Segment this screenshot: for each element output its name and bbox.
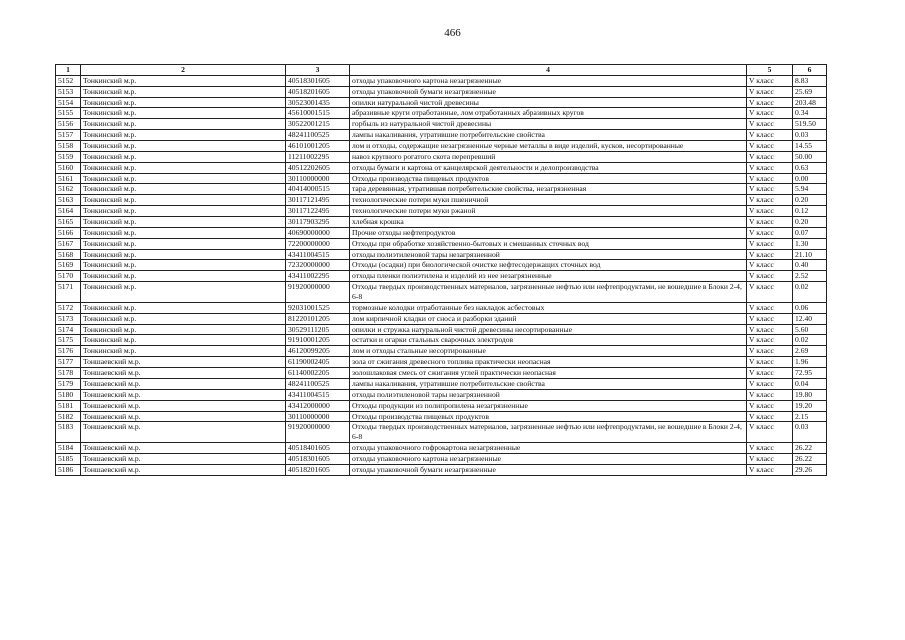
amount: 19.80 [793,389,827,400]
row-number: 5164 [56,206,81,217]
waste-code: 30110000000 [286,173,350,184]
row-number: 5165 [56,217,81,228]
waste-code: 40690000000 [286,227,350,238]
amount: 0.63 [793,162,827,173]
amount: 5.60 [793,324,827,335]
waste-name: навоз крупного рогатого скота перепревший [350,151,747,162]
district: Тонкинский м.р. [81,302,286,313]
district: Тонкинский м.р. [81,97,286,108]
waste-registry-table [55,64,827,476]
waste-code: 61190002405 [286,357,350,368]
district: Тонкинский м.р. [81,335,286,346]
waste-name: тара деревянная, утратившая потребительские свойства, незагрязненная [350,184,747,195]
column-header: 5 [747,65,793,76]
amount: 2.52 [793,271,827,282]
waste-name: технологические потери муки ржаной [350,206,747,217]
amount: 5.94 [793,184,827,195]
waste-code: 30522001215 [286,119,350,130]
waste-name: отходы полиэтиленовой тары незагрязненной [350,249,747,260]
hazard-class: V класс [747,443,793,454]
hazard-class: V класс [747,313,793,324]
row-number: 5182 [56,411,81,422]
hazard-class: V класс [747,86,793,97]
table-row [56,260,827,271]
amount: 0.02 [793,282,827,303]
column-header: 4 [350,65,747,76]
row-number: 5166 [56,227,81,238]
district: Тонкинский м.р. [81,75,286,86]
table-row [56,368,827,379]
waste-name: абразивные круги отработанные, лом отработанных абразивных кругов [350,108,747,119]
district: Тоншаевский м.р. [81,400,286,411]
hazard-class: V класс [747,453,793,464]
waste-code: 81220101205 [286,313,350,324]
waste-code: 91920000000 [286,422,350,443]
header-row [56,65,827,76]
waste-name: хлебная крошка [350,217,747,228]
district: Тоншаевский м.р. [81,378,286,389]
waste-code: 43411004515 [286,389,350,400]
hazard-class: V класс [747,130,793,141]
waste-name: Отходы при обработке хозяйственно-бытовых и смешанных сточных вод [350,238,747,249]
waste-code: 43411002295 [286,271,350,282]
row-number: 5179 [56,378,81,389]
district: Тонкинский м.р. [81,217,286,228]
hazard-class: V класс [747,141,793,152]
amount: 203.48 [793,97,827,108]
amount: 0.00 [793,173,827,184]
table-row [56,151,827,162]
row-number: 5175 [56,335,81,346]
hazard-class: V класс [747,151,793,162]
waste-name: Отходы (осадки) при биологической очистке нефтесодержащих сточных вод [350,260,747,271]
waste-code: 43412000000 [286,400,350,411]
district: Тонкинский м.р. [81,162,286,173]
waste-code: 40512202605 [286,162,350,173]
amount: 12.40 [793,313,827,324]
table-row [56,195,827,206]
waste-code: 72320000000 [286,260,350,271]
district: Тонкинский м.р. [81,271,286,282]
column-header: 3 [286,65,350,76]
row-number: 5156 [56,119,81,130]
amount: 50.00 [793,151,827,162]
amount: 0.06 [793,302,827,313]
amount: 8.83 [793,75,827,86]
waste-code: 46101001205 [286,141,350,152]
amount: 0.20 [793,195,827,206]
amount: 2.15 [793,411,827,422]
hazard-class: V класс [747,335,793,346]
hazard-class: V класс [747,97,793,108]
amount: 14.55 [793,141,827,152]
amount: 0.20 [793,217,827,228]
table-row [56,400,827,411]
amount: 519.50 [793,119,827,130]
column-header: 6 [793,65,827,76]
waste-name: Отходы твердых производственных материалов, загрязненные нефтью или нефтепродуктами, не вошедшие в Блоки 2-4, 6-8 [350,422,747,443]
table-row [56,346,827,357]
hazard-class: V класс [747,389,793,400]
district: Тонкинский м.р. [81,249,286,260]
hazard-class: V класс [747,346,793,357]
waste-code: 48241100525 [286,130,350,141]
row-number: 5185 [56,453,81,464]
waste-name: Прочие отходы нефтепродуктов [350,227,747,238]
column-header: 1 [56,65,81,76]
hazard-class: V класс [747,368,793,379]
table-row [56,108,827,119]
district: Тонкинский м.р. [81,130,286,141]
hazard-class: V класс [747,357,793,368]
hazard-class: V класс [747,119,793,130]
district: Тоншаевский м.р. [81,422,286,443]
hazard-class: V класс [747,227,793,238]
district: Тоншаевский м.р. [81,443,286,454]
row-number: 5183 [56,422,81,443]
district: Тонкинский м.р. [81,86,286,97]
amount: 0.12 [793,206,827,217]
table-row [56,357,827,368]
waste-code: 30117903295 [286,217,350,228]
hazard-class: V класс [747,324,793,335]
waste-name: лампы накаливания, утратившие потребительские свойства [350,130,747,141]
row-number: 5152 [56,75,81,86]
district: Тонкинский м.р. [81,206,286,217]
district: Тонкинский м.р. [81,108,286,119]
amount: 0.04 [793,378,827,389]
table-row [56,97,827,108]
waste-name: отходы полиэтиленовой тары незагрязненной [350,389,747,400]
waste-code: 40414000515 [286,184,350,195]
waste-code: 30117121495 [286,195,350,206]
hazard-class: V класс [747,162,793,173]
row-number: 5184 [56,443,81,454]
table-row [56,162,827,173]
amount: 0.07 [793,227,827,238]
row-number: 5163 [56,195,81,206]
waste-code: 40518201605 [286,86,350,97]
hazard-class: V класс [747,217,793,228]
row-number: 5162 [56,184,81,195]
hazard-class: V класс [747,238,793,249]
hazard-class: V класс [747,108,793,119]
hazard-class: V класс [747,75,793,86]
waste-code: 48241100525 [286,378,350,389]
district: Тоншаевский м.р. [81,411,286,422]
row-number: 5169 [56,260,81,271]
table-row [56,271,827,282]
waste-name: зола от сжигания древесного топлива практически неопасная [350,357,747,368]
table-row [56,389,827,400]
row-number: 5176 [56,346,81,357]
row-number: 5186 [56,464,81,475]
waste-name: остатки и огарки стальных сварочных электродов [350,335,747,346]
hazard-class: V класс [747,378,793,389]
hazard-class: V класс [747,206,793,217]
row-number: 5159 [56,151,81,162]
district: Тоншаевский м.р. [81,453,286,464]
page-number: 466 [444,27,461,39]
waste-code: 40518301605 [286,75,350,86]
waste-code: 91910001205 [286,335,350,346]
table-row [56,249,827,260]
table-row [56,378,827,389]
amount: 0.03 [793,130,827,141]
table-row [56,282,827,303]
district: Тонкинский м.р. [81,173,286,184]
district: Тонкинский м.р. [81,184,286,195]
table-row [56,313,827,324]
amount: 0.03 [793,422,827,443]
row-number: 5172 [56,302,81,313]
district: Тонкинский м.р. [81,238,286,249]
waste-code: 30529111205 [286,324,350,335]
table-row [56,75,827,86]
row-number: 5153 [56,86,81,97]
waste-name: лампы накаливания, утратившие потребительские свойства [350,378,747,389]
row-number: 5168 [56,249,81,260]
hazard-class: V класс [747,260,793,271]
row-number: 5167 [56,238,81,249]
waste-name: Отходы твердых производственных материалов, загрязненные нефтью или нефтепродуктами, не вошедшие в Блоки 2-4, 6-8 [350,282,747,303]
table-row [56,184,827,195]
amount: 2.69 [793,346,827,357]
waste-code: 46120099205 [286,346,350,357]
waste-name: отходы упаковочного картона незагрязненные [350,75,747,86]
table-row [56,302,827,313]
district: Тонкинский м.р. [81,346,286,357]
hazard-class: V класс [747,464,793,475]
waste-code: 30523001435 [286,97,350,108]
district: Тоншаевский м.р. [81,464,286,475]
district: Тонкинский м.р. [81,227,286,238]
table-row [56,217,827,228]
waste-code: 72200000000 [286,238,350,249]
amount: 19.20 [793,400,827,411]
district: Тонкинский м.р. [81,282,286,303]
row-number: 5157 [56,130,81,141]
waste-name: лом кирпичной кладки от сноса и разборки зданий [350,313,747,324]
table-row [56,411,827,422]
row-number: 5178 [56,368,81,379]
row-number: 5181 [56,400,81,411]
hazard-class: V класс [747,271,793,282]
table-row [56,206,827,217]
waste-code: 61140002205 [286,368,350,379]
hazard-class: V класс [747,400,793,411]
amount: 0.34 [793,108,827,119]
row-number: 5158 [56,141,81,152]
waste-name: опилки натуральной чистой древесины [350,97,747,108]
waste-code: 30110000000 [286,411,350,422]
waste-name: горбыль из натуральной чистой древесины [350,119,747,130]
waste-name: лом и отходы, содержащие незагрязненные черные металлы в виде изделий, кусков, несортированные [350,141,747,152]
amount: 21.10 [793,249,827,260]
district: Тонкинский м.р. [81,195,286,206]
table-row [56,335,827,346]
waste-name: лом и отходы стальные несортированные [350,346,747,357]
amount: 1.30 [793,238,827,249]
waste-code: 40518301605 [286,453,350,464]
hazard-class: V класс [747,195,793,206]
waste-name: отходы бумаги и картона от канцелярской деятельности и делопроизводства [350,162,747,173]
table-row [56,86,827,97]
row-number: 5173 [56,313,81,324]
waste-name: тормозные колодки отработанные без накладок асбестовых [350,302,747,313]
table-row [56,453,827,464]
waste-name: Отходы продукции из полипропилена незагрязненные [350,400,747,411]
table-row [56,443,827,454]
amount: 26.22 [793,443,827,454]
hazard-class: V класс [747,302,793,313]
row-number: 5154 [56,97,81,108]
waste-code: 30117122495 [286,206,350,217]
table-row [56,324,827,335]
table-row [56,130,827,141]
table-row [56,422,827,443]
district: Тонкинский м.р. [81,141,286,152]
waste-name: опилки и стружка натуральной чистой древесины несортированные [350,324,747,335]
waste-name: отходы упаковочной бумаги незагрязненные [350,86,747,97]
waste-name: Отходы производства пищевых продуктов [350,411,747,422]
waste-code: 45610001515 [286,108,350,119]
row-number: 5180 [56,389,81,400]
waste-code: 43411004515 [286,249,350,260]
district: Тонкинский м.р. [81,313,286,324]
amount: 0.40 [793,260,827,271]
amount: 26.22 [793,453,827,464]
waste-name: Отходы производства пищевых продуктов [350,173,747,184]
waste-name: золошлаковая смесь от сжигания углей практически неопасная [350,368,747,379]
table-row [56,464,827,475]
waste-name: отходы пленки полиэтилена и изделий из нее незагрязненные [350,271,747,282]
district: Тоншаевский м.р. [81,389,286,400]
amount: 25.69 [793,86,827,97]
row-number: 5161 [56,173,81,184]
table-row [56,119,827,130]
amount: 1.96 [793,357,827,368]
table-row [56,238,827,249]
waste-name: отходы упаковочного картона незагрязненные [350,453,747,464]
waste-name: технологические потери муки пшеничной [350,195,747,206]
hazard-class: V класс [747,249,793,260]
district: Тонкинский м.р. [81,119,286,130]
row-number: 5170 [56,271,81,282]
waste-code: 11211002295 [286,151,350,162]
table-row [56,141,827,152]
amount: 0.02 [793,335,827,346]
hazard-class: V класс [747,173,793,184]
hazard-class: V класс [747,282,793,303]
district: Тоншаевский м.р. [81,368,286,379]
district: Тонкинский м.р. [81,151,286,162]
row-number: 5177 [56,357,81,368]
row-number: 5174 [56,324,81,335]
waste-code: 91920000000 [286,282,350,303]
row-number: 5155 [56,108,81,119]
hazard-class: V класс [747,184,793,195]
district: Тонкинский м.р. [81,324,286,335]
table-row [56,173,827,184]
hazard-class: V класс [747,422,793,443]
waste-code: 40518201605 [286,464,350,475]
amount: 29.26 [793,464,827,475]
hazard-class: V класс [747,411,793,422]
waste-name: отходы упаковочной бумаги незагрязненные [350,464,747,475]
row-number: 5160 [56,162,81,173]
waste-code: 92031001525 [286,302,350,313]
amount: 72.95 [793,368,827,379]
district: Тонкинский м.р. [81,260,286,271]
waste-name: отходы упаковочного гофрокартона незагрязненные [350,443,747,454]
row-number: 5171 [56,282,81,303]
table-row [56,227,827,238]
column-header: 2 [81,65,286,76]
district: Тоншаевский м.р. [81,357,286,368]
waste-code: 40518401605 [286,443,350,454]
